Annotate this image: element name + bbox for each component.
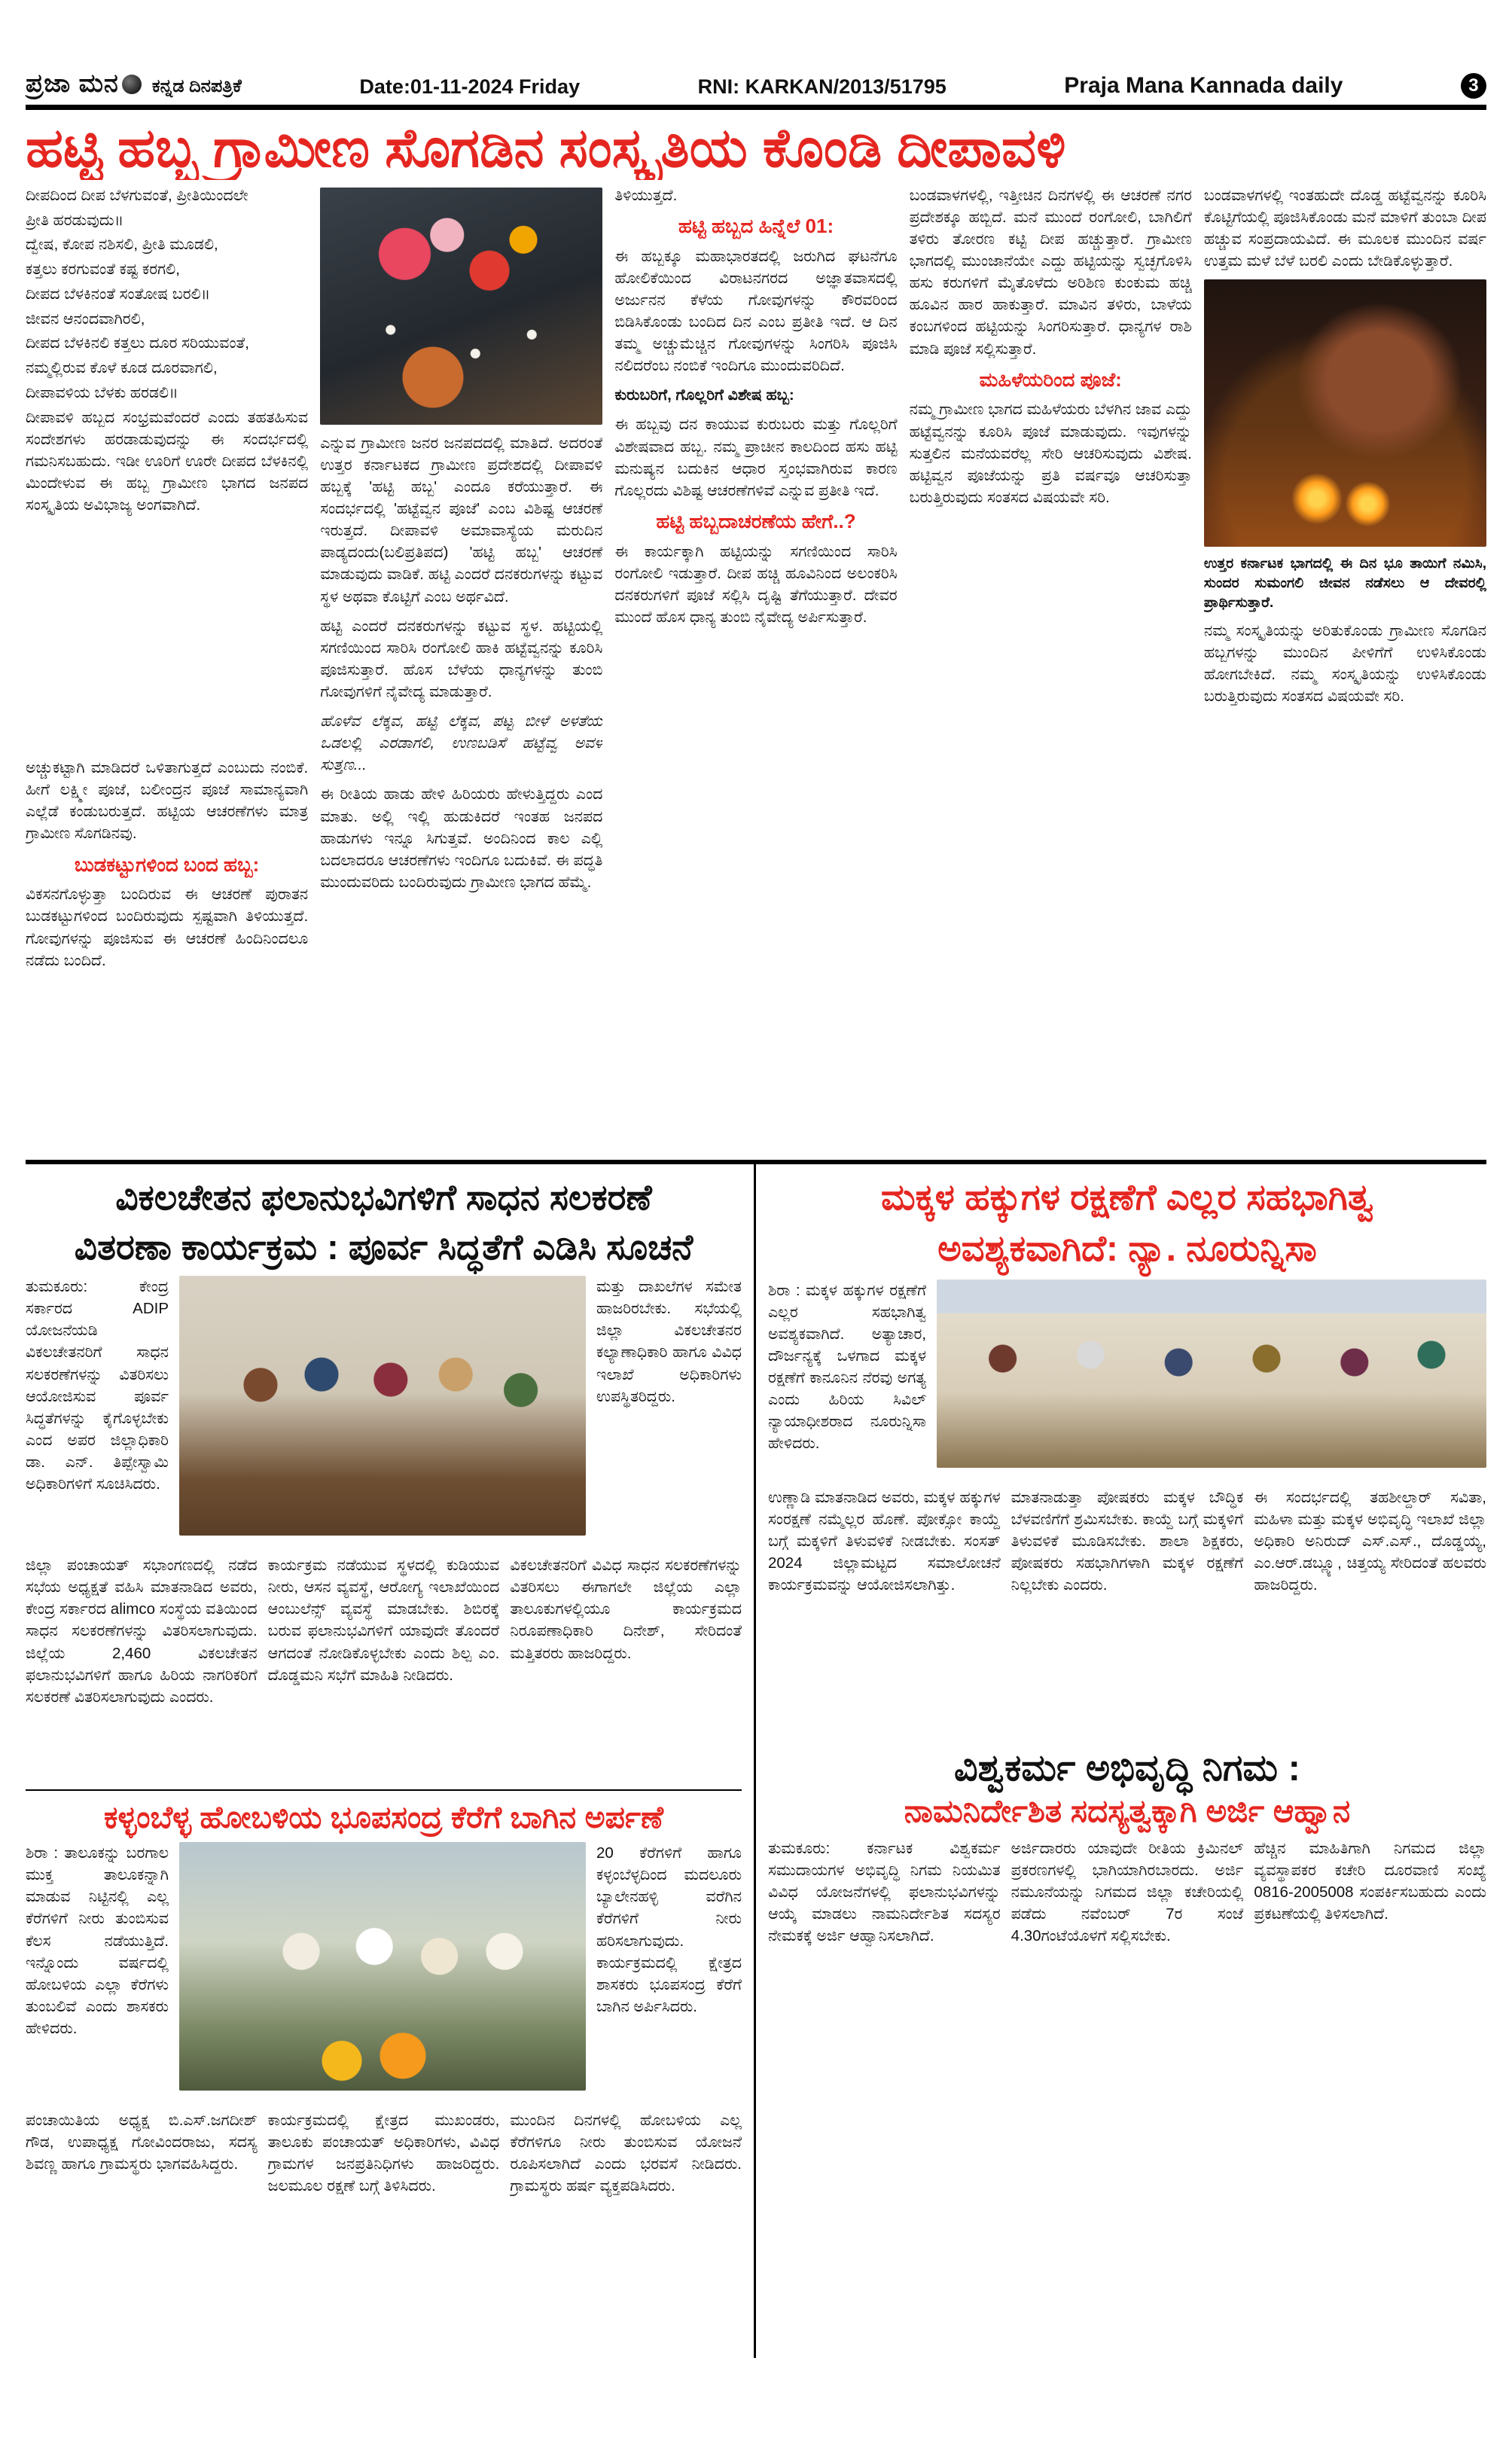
meeting-photo <box>179 1276 586 1536</box>
article-vishwakarma: ವಿಶ್ವಕರ್ಮ ಅಭಿವೃದ್ಧಿ ನಿಗಮ : ನಾಮನಿರ್ದೇಶಿತ ಸದಸ್ಯತ್ವಕ್ಕಾಗಿ ಅರ್ಜಿ ಆಹ್ವಾನ ತುಮಕೂರು: ಕರ್ನಾಟಕ ವಿಶ್ವಕರ್ಮ ಸಮುದಾಯಗಳ ಅಭಿವೃದ್ಧಿ ನಿಗಮ ನಿಯಮಿತ ವಿವಿಧ ಯೋಜನೆಗಳಲ್ಲಿ ಫಲಾನುಭವಿಗಳನ್ನು ಆಯ್ಕೆ ಮಾಡಲು ನಾಮನಿರ್ದೇಶಿತ ಸದಸ್ಯರ ನೇಮಕಕ್ಕೆ ಅರ್ಜಿ ಆಹ್ವಾನಿಸಲಾಗಿದೆ. ಅರ್ಜಿದಾರರು ಯಾವುದೇ ರೀತಿಯ ಕ್ರಿಮಿನಲ್ ಪ್ರಕರಣಗಳಲ್ಲಿ ಭಾಗಿಯಾಗಿರಬಾರದು. ಅರ್ಜಿ ನಮೂನೆಯನ್ನು ನಿಗಮದ ಜಿಲ್ಲಾ ಕಚೇರಿಯಲ್ಲಿ ಪಡೆದು ನವೆಂಬರ್ 7ರ ಸಂಜೆ 4.30ಗಂಟೆಯೊಳಗೆ ಸಲ್ಲಿಸಬೇಕು. ಹೆಚ್ಚಿನ ಮಾಹಿತಿಗಾಗಿ ನಿಗಮದ ಜಿಲ್ಲಾ ವ್ಯವಸ್ಥಾಪಕರ ಕಚೇರಿ ದೂರವಾಣಿ ಸಂಖ್ಯೆ 0816-2005008 ಸಂಪರ್ಕಿಸಬಹುದು ಎಂದು ಪ್ರಕಟಣೆಯಲ್ಲಿ ತಿಳಿಸಲಾಗಿದೆ. <box>768 1747 1486 1945</box>
masthead <box>26 69 1486 110</box>
bagina-headline: ಕಳ್ಳಂಬೆಳ್ಳ ಹೋಬಳಿಯ ಭೂಪಸಂದ್ರ ಕೆರೆಗೆ ಬಾಗಿನ ಅರ್ಪಣೆ <box>26 1789 742 1836</box>
article-bagina: ಕಳ್ಳಂಬೆಳ್ಳ ಹೋಬಳಿಯ ಭೂಪಸಂದ್ರ ಕೆರೆಗೆ ಬಾಗಿನ ಅರ್ಪಣೆ ಶಿರಾ : ತಾಲೂಕನ್ನು ಬರಗಾಲ ಮುಕ್ತ ತಾಲೂಕನ್ನಾಗಿ ಮಾಡುವ ನಿಟ್ಟಿನಲ್ಲಿ ಎಲ್ಲ ಕೆರೆಗಳಿಗೆ ನೀರು ತುಂಬಿಸುವ ಕೆಲಸ ನಡೆಯುತ್ತಿದೆ. ಇನ್ನೊಂದು ವರ್ಷದಲ್ಲಿ ಹೋಬಳಿಯ ಎಲ್ಲಾ ಕೆರೆಗಳು ತುಂಬಲಿವೆ ಎಂದು ಶಾಸಕರು ಹೇಳಿದರು. 20 ಕೆರೆಗಳಿಗೆ ಹಾಗೂ ಕಳ್ಳಂಬೆಳ್ಳದಿಂದ ಮದಲೂರು ಬ್ಯಾಲೇನಹಳ್ಳಿ ವರೆಗಿನ ಕೆರೆಗಳಿಗೆ ನೀರು ಹರಿಸಲಾಗುವುದು. ಕಾರ್ಯಕ್ರಮದಲ್ಲಿ ಕ್ಷೇತ್ರದ ಶಾಸಕರು ಭೂಪಸಂದ್ರ ಕೆರೆಗೆ ಬಾಗಿನ ಅರ್ಪಿಸಿದರು. ಪಂಚಾಯಿತಿಯ ಅಧ್ಯಕ್ಷ ಬಿ.ಎಸ್.ಜಗದೀಶ್ ಗೌಡ, ಉಪಾಧ್ಯಕ್ಷ ಗೋವಿಂದರಾಜು, ಸದಸ್ಯ ಶಿವಣ್ಣ ಹಾಗೂ ಗ್ರಾಮಸ್ಥರು ಭಾಗವಹಿಸಿದ್ದರು. ಕಾರ್ಯಕ್ರಮದಲ್ಲಿ ಕ್ಷೇತ್ರದ ಮುಖಂಡರು, ತಾಲೂಕು ಪಂಚಾಯತ್ ಅಧಿಕಾರಿಗಳು, ವಿವಿಧ ಗ್ರಾಮಗಳ ಜನಪ್ರತಿನಿಧಿಗಳು ಹಾಜರಿದ್ದರು. ಜಲಮೂಲ ರಕ್ಷಣೆ ಬಗ್ಗೆ ತಿಳಿಸಿದರು. ಮುಂದಿನ ದಿನಗಳಲ್ಲಿ ಹೋಬಳಿಯ ಎಲ್ಲ ಕೆರೆಗಳಿಗೂ ನೀರು ತುಂಬಿಸುವ ಯೋಜನೆ ರೂಪಿಸಲಾಗಿದೆ ಎಂದು ಭರವಸೆ ನೀಡಿದರು. ಗ್ರಾಮಸ್ಥರು ಹರ್ಷ ವ್ಯಕ್ತಪಡಿಸಿದರು. <box>26 1789 742 2358</box>
paper-logo-subtitle: ಕನ್ನಡ ದಿನಪತ್ರಿಕೆ <box>151 76 242 96</box>
paper-name-english: Praja Mana Kannada daily <box>1064 73 1343 98</box>
lead-photo-flowers <box>320 188 602 425</box>
subhead-acharane: ಹಟ್ಟಿ ಹಬ್ಬದಾಚರಣೆಯ ಹೇಗೆ..? <box>656 509 856 532</box>
lead-photo-diya-lady <box>1204 279 1486 547</box>
leadin-kuruba: ಕುರುಬರಿಗೆ, ಗೊಲ್ಲರಿಗೆ ವಿಶೇಷ ಹಬ್ಬ: <box>614 386 794 404</box>
rni-number: RNI: KARKAN/2013/51795 <box>697 75 947 98</box>
article-makkala-hakku: ಮಕ್ಕಳ ಹಕ್ಕುಗಳ ರಕ್ಷಣೆಗೆ ಎಲ್ಲರ ಸಹಭಾಗಿತ್ವ ಅವಶ್ಯಕವಾಗಿದೆ: ನ್ಯಾ. ನೂರುನ್ನಿಸಾ ಶಿರಾ : ಮಕ್ಕಳ ಹಕ್ಕುಗಳ ರಕ್ಷಣೆಗೆ ಎಲ್ಲರ ಸಹಭಾಗಿತ್ವ ಅವಶ್ಯಕವಾಗಿದೆ. ಅತ್ಯಾಚಾರ, ದೌರ್ಜನ್ಯಕ್ಕೆ ಒಳಗಾದ ಮಕ್ಕಳ ರಕ್ಷಣೆಗೆ ಕಾನೂನಿನ ನೆರವು ಅಗತ್ಯ ಎಂದು ಹಿರಿಯ ಸಿವಿಲ್ ನ್ಯಾಯಾಧೀಶರಾದ ನೂರುನ್ನಿಸಾ ಹೇಳಿದರು. ಉಣ್ಣಾಡಿ ಮಾತನಾಡಿದ ಅವರು, ಮಕ್ಕಳ ಹಕ್ಕುಗಳ ಸಂರಕ್ಷಣೆ ನಮ್ಮೆಲ್ಲರ ಹೊಣೆ. ಪೋಕ್ಸೋ ಕಾಯ್ದೆ ಬಗ್ಗೆ ಮಕ್ಕಳಿಗೆ ತಿಳುವಳಿಕೆ ನೀಡಬೇಕು. ಸಂಸತ್ 2024 ಜಿಲ್ಲಾಮಟ್ಟದ ಸಮಾಲೋಚನೆ ಕಾರ್ಯಕ್ರಮವನ್ನು ಆಯೋಜಿಸಲಾಗಿತ್ತು. ಮಾತನಾಡುತ್ತಾ ಪೋಷಕರು ಮಕ್ಕಳ ಬೌದ್ಧಿಕ ಬೆಳವಣಿಗೆಗೆ ಶ್ರಮಿಸಬೇಕು. ಕಾಯ್ದೆ ಬಗ್ಗೆ ಮಕ್ಕಳಿಗೆ ತಿಳುವಳಿಕೆ ಮೂಡಿಸಬೇಕು. ಶಾಲಾ ಶಿಕ್ಷಕರು, ಪೋಷಕರು ಸಹಭಾಗಿಗಳಾಗಿ ಮಕ್ಕಳ ರಕ್ಷಣೆಗೆ ನಿಲ್ಲಬೇಕು ಎಂದರು. ಈ ಸಂದರ್ಭದಲ್ಲಿ ತಹಶೀಲ್ದಾರ್ ಸವಿತಾ, ಮಹಿಳಾ ಮತ್ತು ಮಕ್ಕಳ ಅಭಿವೃದ್ಧಿ ಇಲಾಖೆ ಜಿಲ್ಲಾ ಅಧಿಕಾರಿ ಅನಿರುದ್ ಎಸ್.ಎಸ್., ದೊಡ್ಡಯ್ಯ, ಎಂ.ಆರ್.ಡಬ್ಲ್ಯೂ, ಚಿತ್ತಯ್ಯ ಸೇರಿದಂತೆ ಹಲವರು ಹಾಜರಿದ್ದರು. <box>768 1175 1486 1735</box>
logo-emblem-icon <box>122 75 142 94</box>
vishwakarma-headline-black: ವಿಶ್ವಕರ್ಮ ಅಭಿವೃದ್ಧಿ ನಿಗಮ : <box>954 1747 1300 1789</box>
lead-column-5: ಬಂಡವಾಳಗಳಲ್ಲಿ ಇಂತಹುದೇ ದೊಡ್ಡ ಹಟ್ಟೆವ್ವನನ್ನು ಕೂರಿಸಿ ಕೊಟ್ಟಿಗೆಯಲ್ಲಿ ಪೂಜಿಸಿಕೊಂಡು ಮನೆ ಮಾಳಿಗೆ ತುಂಬಾ ದೀಪ ಹಚ್ಚುವ ಸಂಪ್ರದಾಯವಿದೆ. ಈ ಮೂಲಕ ಮುಂದಿನ ವರ್ಷ ಉತ್ತಮ ಮಳೆ ಬೆಳೆ ಬರಲಿ ಎಂದು ಬೇಡಿಕೊಳ್ಳುತ್ತಾರೆ. ಉತ್ತರ ಕರ್ನಾಟಕ ಭಾಗದಲ್ಲಿ ಈ ದಿನ ಭೂ ತಾಯಿಗೆ ನಮಿಸಿ, ಸುಂದರ ಸುಮಂಗಲಿ ಜೀವನ ನಡೆಸಲು ಆ ದೇವರಲ್ಲಿ ಪ್ರಾರ್ಥಿಸುತ್ತಾರೆ. ನಮ್ಮ ಸಂಸ್ಕೃತಿಯನ್ನು ಅರಿತುಕೊಂಡು ಗ್ರಾಮೀಣ ಸೊಗಡಿನ ಹಬ್ಬಗಳನ್ನು ಮುಂದಿನ ಪೀಳಿಗೆಗೆ ಉಳಿಸಿಕೊಂಡು ಹೋಗಬೇಕಿದೆ. ನಮ್ಮ ಸಂಸ್ಕೃತಿಯನ್ನು ಉಳಿಸಿಕೊಂಡು ಬರುತ್ತಿರುವುದು ಸಂತಸದ ವಿಷಯವೇ ಸರಿ. <box>1203 186 1486 706</box>
lead-photo-diyas <box>26 523 308 749</box>
lead-headline: ಹಟ್ಟಿ ಹಬ್ಬ ಗ್ರಾಮೀಣ ಸೊಗಡಿನ ಸಂಸ್ಕೃತಿಯ ಕೊಂಡಿ ದೀಪಾವಳಿ <box>26 118 1066 178</box>
logo-text: ಪ್ರಜಾ ಮನ <box>26 69 119 98</box>
lead-column-4: ಬಂಡವಾಳಗಳಲ್ಲಿ, ಇತ್ತೀಚಿನ ದಿನಗಳಲ್ಲಿ ಈ ಆಚರಣೆ ನಗರ ಪ್ರದೇಶಕ್ಕೂ ಹಬ್ಬಿದೆ. ಮನೆ ಮುಂದೆ ರಂಗೋಲಿ, ಬಾಗಿಲಿಗೆ ತಳಿರು ತೋರಣ ಕಟ್ಟಿ ದೀಪ ಹಚ್ಚುತ್ತಾರೆ. ಗ್ರಾಮೀಣ ಭಾಗದಲ್ಲಿ ಮುಂಜಾನೆಯೇ ಎದ್ದು ಹಟ್ಟಿಯನ್ನು ಸ್ವಚ್ಛಗೊಳಿಸಿ ಹಸು ಕರುಗಳಿಗೆ ಮೈತೊಳೆದು ಅರಿಶಿಣ ಕುಂಕುಮ ಹಚ್ಚಿ ಹೂವಿನ ಹಾರ ಹಾಕುತ್ತಾರೆ. ಮಾವಿನ ತಳಿರು, ಬಾಳೆಯ ಕಂಬಗಳಿಂದ ಹಟ್ಟಿಯನ್ನು ಸಿಂಗರಿಸುತ್ತಾರೆ. ಧಾನ್ಯಗಳ ರಾಶಿ ಮಾಡಿ ಪೂಜೆ ಸಲ್ಲಿಸುತ್ತಾರೆ. ಮಹಿಳೆಯರಿಂದ ಪೂಜೆ: ನಮ್ಮ ಗ್ರಾಮೀಣ ಭಾಗದ ಮಹಿಳೆಯರು ಬೆಳಗಿನ ಜಾವ ಎದ್ದು ಹಟ್ಟೆವ್ವನನ್ನು ಕೂರಿಸಿ ಪೂಜೆ ಮಾಡುವುದು. ಇವುಗಳನ್ನು ಸುತ್ತಲಿನ ಮನೆಯವರೆಲ್ಲ ಸೇರಿ ಆಚರಿಸುವುದು ವಿಶೇಷ. ಹಟ್ಟಿವ್ವನ ಪೂಜೆಯನ್ನು ಪ್ರತಿ ವರ್ಷವೂ ಆಚರಿಸುತ್ತಾ ಬರುತ್ತಿರುವುದು ಸಂತಸದ ವಿಷಯವೇ ಸರಿ. <box>909 186 1192 506</box>
bagina-photo <box>179 1842 586 2091</box>
lead-article <box>26 185 1486 1160</box>
subhead-hinnele: ಹಟ್ಟಿ ಹಬ್ಬದ ಹಿನ್ನೆಲೆ 01: <box>678 214 834 237</box>
paper-logo <box>26 69 142 99</box>
vishwakarma-headline-red: ನಾಮನಿರ್ದೇಶಿತ ಸದಸ್ಯತ್ವಕ್ಕಾಗಿ ಅರ್ಜಿ ಆಹ್ವಾನ <box>904 1792 1351 1829</box>
vikalachetana-headline-2: ವಿತರಣಾ ಕಾರ್ಯಕ್ರಮ : ಪೂರ್ವ ಸಿದ್ಧತೆಗೆ ಎಡಿಸಿ ಸೂಚನೆ <box>74 1226 694 1267</box>
group-photo <box>937 1280 1486 1468</box>
makkala-headline-2: ಅವಶ್ಯಕವಾಗಿದೆ: ನ್ಯಾ. ನೂರುನ್ನಿಸಾ <box>937 1229 1317 1270</box>
lower-right-half <box>756 1164 1486 2358</box>
lead-column-2: ಎನ್ನುವ ಗ್ರಾಮೀಣ ಜನರ ಜನಪದದಲ್ಲಿ ಮಾತಿದೆ. ಅದರಂತೆ ಉತ್ತರ ಕರ್ನಾಟಕದ ಗ್ರಾಮೀಣ ಪ್ರದೇಶದಲ್ಲಿ ದೀಪಾವಳಿ ಹಬ್ಬಕ್ಕೆ 'ಹಟ್ಟಿ ಹಬ್ಬ' ಎಂದೂ ಕರೆಯುತ್ತಾರೆ. ಈ ಸಂದರ್ಭದಲ್ಲಿ 'ಹಟ್ಟೆವ್ವನ ಪೂಜೆ' ಎಂಬ ವಿಶಿಷ್ಟ ಆಚರಣೆ ಇರುತ್ತದೆ. ದೀಪಾವಳಿ ಅಮಾವಾಸ್ಯೆಯ ಮರುದಿನ ಪಾಡ್ಯದಂದು(ಬಲಿಪ್ರತಿಪದ) 'ಹಟ್ಟಿ ಹಬ್ಬ' ಆಚರಣೆ ಮಾಡುವುದು ವಾಡಿಕೆ. ಹಟ್ಟಿ ಎಂದರೆ ದನಕರುಗಳನ್ನು ಕಟ್ಟುವ ಸ್ಥಳ ಅಥವಾ ಕೊಟ್ಟಿಗೆ ಎಂಬ ಅರ್ಥವಿದೆ. ಹಟ್ಟಿ ಎಂದರೆ ದನಕರುಗಳನ್ನು ಕಟ್ಟುವ ಸ್ಥಳ. ಹಟ್ಟಿಯಲ್ಲಿ ಸಗಣಿಯಿಂದ ಸಾರಿಸಿ ರಂಗೋಲಿ ಹಾಕಿ ಹಟ್ಟೆವ್ವನನ್ನು ಕೂರಿಸಿ ಪೂಜಿಸುತ್ತಾರೆ. ಹೊಸ ಬೆಳೆಯ ಧಾನ್ಯಗಳನ್ನು ತುಂಬಿ ಗೋವುಗಳಿಗೆ ನೈವೇದ್ಯ ಮಾಡುತ್ತಾರೆ. ಹೊಳೆವ ಲೆಕ್ಕವ, ಹಟ್ಟಿ ಲೆಕ್ಕವ, ಪಟ್ಟ ಬೀಳೆ ಅಳತೆಯ ಒಡಲಲ್ಲಿ ಎರಡಾಗಲಿ, ಉಣಬಡಿಸೆ ಹಟ್ಟೆವ್ವ ಅವಳ ಸುತ್ತಣ... ಈ ರೀತಿಯ ಹಾಡು ಹೇಳಿ ಹಿರಿಯರು ಹೇಳುತ್ತಿದ್ದರು ಎಂದ ಮಾತು. ಅಲ್ಲಿ ಇಲ್ಲಿ ಹುಡುಕಿದರೆ ಇಂತಹ ಜನಪದ ಹಾಡುಗಳು ಇನ್ನೂ ಸಿಗುತ್ತವೆ. ಅಂದಿನಿಂದ ಕಾಲ ಎಲ್ಲಿ ಬದಲಾದರೂ ಆಚರಣೆಗಳು ಇಂದಿಗೂ ಬದುಕಿವೆ. ಈ ಪದ್ಧತಿ ಮುಂದುವರಿದು ಬಂದಿರುವುದು ಗ್ರಾಮೀಣ ಭಾಗದ ಹೆಮ್ಮೆ. <box>320 185 602 1160</box>
photo-caption: ಉತ್ತರ ಕರ್ನಾಟಕ ಭಾಗದಲ್ಲಿ ಈ ದಿನ ಭೂ ತಾಯಿಗೆ ನಮಿಸಿ, ಸುಂದರ ಸುಮಂಗಲಿ ಜೀವನ ನಡೆಸಲು ಆ ದೇವರಲ್ಲಿ ಪ್ರಾರ್ಥಿಸುತ್ತಾರೆ. <box>1203 556 1486 611</box>
subhead-mahileyarinda: ಮಹಿಳೆಯರಿಂದ ಪೂಜೆ: <box>979 368 1122 391</box>
edition-date: Date:01-11-2024 Friday <box>359 75 581 98</box>
diwali-poem: ದೀಪದಿಂದ ದೀಪ ಬೆಳಗುವಂತೆ, ಪ್ರೀತಿಯಿಂದಲೇ ಪ್ರೀತಿ ಹರಡುವುದು॥ ದ್ವೇಷ, ಕೋಪ ನಶಿಸಲಿ, ಪ್ರೀತಿ ಮೂಡಲಿ, ಕತ್ತಲು ಕರಗುವಂತೆ ಕಷ್ಟ ಕರಗಲಿ, ದೀಪದ ಬೆಳಕಿನಂತೆ ಸಂತೋಷ ಬರಲಿ॥ ಜೀವನ ಆನಂದವಾಗಿರಲಿ, ದೀಪದ ಬೆಳಕಿನಲಿ ಕತ್ತಲು ದೂರ ಸರಿಯುವಂತೆ, ನಮ್ಮಲ್ಲಿರುವ ಕೊಳೆ ಕೂಡ ದೂರವಾಗಲಿ, ದೀಪಾವಳಿಯ ಬೆಳಕು ಹರಡಲಿ॥ <box>26 186 249 401</box>
lower-left-half <box>26 1164 756 2358</box>
makkala-headline-1: ಮಕ್ಕಳ ಹಕ್ಕುಗಳ ರಕ್ಷಣೆಗೆ ಎಲ್ಲರ ಸಹಭಾಗಿತ್ವ <box>881 1177 1373 1218</box>
lead-column-3: ತಿಳಿಯುತ್ತದೆ. ಹಟ್ಟಿ ಹಬ್ಬದ ಹಿನ್ನೆಲೆ 01: ಈ ಹಬ್ಬಕ್ಕೂ ಮಹಾಭಾರತದಲ್ಲಿ ಜರುಗಿದ ಘಟನೆಗೂ ಹೋಲಿಕೆಯಿಂದ ವಿರಾಟನಗರದ ಅಜ್ಞಾತವಾಸದಲ್ಲಿ ಅರ್ಜುನನ ಕೆಳೆಯ ಗೋವುಗಳನ್ನು ಕೌರವರಿಂದ ಬಿಡಿಸಿಕೊಂಡು ಬಂದಿದ ದಿನ ಎಂಬ ಪ್ರತೀತಿ ಇದೆ. ಆ ದಿನ ತಮ್ಮ ಅಚ್ಚುಮೆಚ್ಚಿನ ಗೋವುಗಳನ್ನು ಸಿಂಗರಿಸಿ ಪೂಜಿಸಿ ನಲಿದರೆಂಬ ನಂಬಿಕೆ ಇಂದಿಗೂ ಮುಂದುವರಿದಿದೆ. ಕುರುಬರಿಗೆ, ಗೊಲ್ಲರಿಗೆ ವಿಶೇಷ ಹಬ್ಬ: ಈ ಹಬ್ಬವು ದನ ಕಾಯುವ ಕುರುಬರು ಮತ್ತು ಗೊಲ್ಲರಿಗೆ ವಿಶೇಷವಾದ ಹಬ್ಬ. ನಮ್ಮ ಪ್ರಾಚೀನ ಕಾಲದಿಂದ ಹಸು ಹಟ್ಟಿ ಮನುಷ್ಯನ ಬದುಕಿನ ಆಧಾರ ಸ್ತಂಭವಾಗಿರುವ ಕಾರಣ ಗೊಲ್ಲರದು ವಿಶಿಷ್ಟ ಆಚರಣೆಗಳಿವೆ ಎನ್ನುವ ಪ್ರತೀತಿ ಇದೆ. ಹಟ್ಟಿ ಹಬ್ಬದಾಚರಣೆಯ ಹೇಗೆ..? ಈ ಕಾರ್ಯಕ್ಕಾಗಿ ಹಟ್ಟಿಯನ್ನು ಸಗಣಿಯಿಂದ ಸಾರಿಸಿ ರಂಗೋಲಿ ಇಡುತ್ತಾರೆ. ದೀಪ ಹಚ್ಚಿ ಹೂವಿನಿಂದ ಅಲಂಕರಿಸಿ ದನಕರುಗಳಿಗೆ ಪೂಜೆ ಸಲ್ಲಿಸಿ ದೃಷ್ಟಿ ತೆಗೆಯುತ್ತಾರೆ. ದೇವರ ಮುಂದೆ ಹೊಸ ಧಾನ್ಯ ತುಂಬಿ ನೈವೇದ್ಯ ಅರ್ಪಿಸುತ್ತಾರೆ. <box>614 186 898 627</box>
page-number-badge: 3 <box>1461 73 1486 99</box>
vikalachetana-headline-1: ವಿಕಲಚೇತನ ಫಲಾನುಭವಿಗಳಿಗೆ ಸಾಧನ ಸಲಕರಣೆ <box>115 1176 652 1217</box>
lower-section <box>26 1160 1486 2358</box>
subhead-budakattu: ಬುಡಕಟ್ಟುಗಳಿಂದ ಬಂದ ಹಬ್ಬ: <box>74 852 260 876</box>
folk-verse: ಹೊಳೆವ ಲೆಕ್ಕವ, ಹಟ್ಟಿ ಲೆಕ್ಕವ, ಪಟ್ಟ ಬೀಳೆ ಅಳತೆಯ ಒಡಲಲ್ಲಿ ಎರಡಾಗಲಿ, ಉಣಬಡಿಸೆ ಹಟ್ಟೆವ್ವ ಅವಳ ಸುತ್ತಣ... <box>320 712 603 774</box>
article-vikalachetana: ವಿಕಲಚೇತನ ಫಲಾನುಭವಿಗಳಿಗೆ ಸಾಧನ ಸಲಕರಣೆ ವಿತರಣಾ ಕಾರ್ಯಕ್ರಮ : ಪೂರ್ವ ಸಿದ್ಧತೆಗೆ ಎಡಿಸಿ ಸೂಚನೆ ತುಮಕೂರು: ಕೇಂದ್ರ ಸರ್ಕಾರದ ADIP ಯೋಜನೆಯಡಿ ವಿಕಲಚೇತನರಿಗೆ ಸಾಧನ ಸಲಕರಣೆಗಳನ್ನು ವಿತರಿಸಲು ಆಯೋಜಿಸುವ ಪೂರ್ವ ಸಿದ್ಧತೆಗಳನ್ನು ಕೈಗೊಳ್ಳಬೇಕು ಎಂದ ಅಪರ ಜಿಲ್ಲಾಧಿಕಾರಿ ಡಾ. ಎನ್. ತಿಪ್ಪೇಸ್ವಾಮಿ ಅಧಿಕಾರಿಗಳಿಗೆ ಸೂಚಿಸಿದರು. ಮತ್ತು ದಾಖಲೆಗಳ ಸಮೇತ ಹಾಜರಿರಬೇಕು. ಸಭೆಯಲ್ಲಿ ಜಿಲ್ಲಾ ವಿಕಲಚೇತನರ ಕಲ್ಯಾಣಾಧಿಕಾರಿ ಹಾಗೂ ವಿವಿಧ ಇಲಾಖೆ ಅಧಿಕಾರಿಗಳು ಉಪಸ್ಥಿತರಿದ್ದರು. ಜಿಲ್ಲಾ ಪಂಚಾಯತ್ ಸಭಾಂಗಣದಲ್ಲಿ ನಡೆದ ಸಭೆಯ ಅಧ್ಯಕ್ಷತೆ ವಹಿಸಿ ಮಾತನಾಡಿದ ಅವರು, ಕೇಂದ್ರ ಸರ್ಕಾರದ alimco ಸಂಸ್ಥೆಯ ವತಿಯಿಂದ ಸಾಧನ ಸಲಕರಣೆಗಳನ್ನು ವಿತರಿಸಲಾಗುವುದು. ಜಿಲ್ಲೆಯ 2,460 ವಿಕಲಚೇತನ ಫಲಾನುಭವಿಗಳಿಗೆ ಹಾಗೂ ಹಿರಿಯ ನಾಗರಿಕರಿಗೆ ಸಲಕರಣೆ ವಿತರಿಸಲಾಗುವುದು ಎಂದರು. ಕಾರ್ಯಕ್ರಮ ನಡೆಯುವ ಸ್ಥಳದಲ್ಲಿ ಕುಡಿಯುವ ನೀರು, ಆಸನ ವ್ಯವಸ್ಥೆ, ಆರೋಗ್ಯ ಇಲಾಖೆಯಿಂದ ಆಂಬುಲೆನ್ಸ್ ವ್ಯವಸ್ಥೆ ಮಾಡಬೇಕು. ಶಿಬಿರಕ್ಕೆ ಬರುವ ಫಲಾನುಭವಿಗಳಿಗೆ ಯಾವುದೇ ತೊಂದರೆ ಆಗದಂತೆ ನೋಡಿಕೊಳ್ಳಬೇಕು ಎಂದು ಶಿಲ್ಪ ಎಂ. ದೊಡ್ಡಮನಿ ಸಭೆಗೆ ಮಾಹಿತಿ ನೀಡಿದರು. ವಿಕಲಚೇತನರಿಗೆ ವಿವಿಧ ಸಾಧನ ಸಲಕರಣೆಗಳನ್ನು ವಿತರಿಸಲು ಈಗಾಗಲೇ ಜಿಲ್ಲೆಯ ಎಲ್ಲಾ ತಾಲೂಕುಗಳಲ್ಲಿಯೂ ಕಾರ್ಯಕ್ರಮದ ನಿರೂಪಣಾಧಿಕಾರಿ ದಿನೇಶ್, ಸೇರಿದಂತೆ ಮತ್ತಿತರರು ಹಾಜರಿದ್ದರು. <box>26 1175 742 1780</box>
lead-column-1: ದೀಪದಿಂದ ದೀಪ ಬೆಳಗುವಂತೆ, ಪ್ರೀತಿಯಿಂದಲೇ ಪ್ರೀತಿ ಹರಡುವುದು॥ ದ್ವೇಷ, ಕೋಪ ನಶಿಸಲಿ, ಪ್ರೀತಿ ಮೂಡಲಿ, ಕತ್ತಲು ಕರಗುವಂತೆ ಕಷ್ಟ ಕರಗಲಿ, ದೀಪದ ಬೆಳಕಿನಂತೆ ಸಂತೋಷ ಬರಲಿ॥ ಜೀವನ ಆನಂದವಾಗಿರಲಿ, ದೀಪದ ಬೆಳಕಿನಲಿ ಕತ್ತಲು ದೂರ ಸರಿಯುವಂತೆ, ನಮ್ಮಲ್ಲಿರುವ ಕೊಳೆ ಕೂಡ ದೂರವಾಗಲಿ, ದೀಪಾವಳಿಯ ಬೆಳಕು ಹರಡಲಿ॥ ದೀಪಾವಳಿ ಹಬ್ಬದ ಸಂಭ್ರಮವೆಂದರೆ ಎಂದು ತಹತಹಿಸುವ ಸಂದೇಶಗಳು ಹರಡಾಡುವುದನ್ನು ಈ ಸಂದರ್ಭದಲ್ಲಿ ಗಮನಿಸಬಹುದು. ಇಡೀ ಊರಿಗೆ ಊರೇ ದೀಪದ ಬೆಳಕಿನಲ್ಲಿ ಮಿಂದೇಳುವ ಈ ಹಬ್ಬ ಗ್ರಾಮೀಣ ಭಾಗದ ಜನಪದ ಸಂಸ್ಕೃತಿಯ ಅವಿಭಾಜ್ಯ ಅಂಗವಾಗಿದೆ. ಅಚ್ಚುಕಟ್ಟಾಗಿ ಮಾಡಿದರೆ ಒಳಿತಾಗುತ್ತದೆ ಎಂಬುದು ನಂಬಿಕೆ. ಹೀಗೆ ಲಕ್ಷ್ಮೀ ಪೂಜೆ, ಬಲೀಂದ್ರನ ಪೂಜೆ ಸಾಮಾನ್ಯವಾಗಿ ಎಲ್ಲೆಡೆ ಕಂಡುಬರುತ್ತದೆ. ಹಟ್ಟಿಯ ಆಚರಣೆಗಳು ಮಾತ್ರ ಗ್ರಾಮೀಣ ಸೊಗಡಿನವು. ಬುಡಕಟ್ಟುಗಳಿಂದ ಬಂದ ಹಬ್ಬ: ವಿಕಸನಗೊಳ್ಳುತ್ತಾ ಬಂದಿರುವ ಈ ಆಚರಣೆ ಪುರಾತನ ಬುಡಕಟ್ಟುಗಳಿಂದ ಬಂದಿರುವುದು ಸ್ಪಷ್ಟವಾಗಿ ತಿಳಿಯುತ್ತದೆ. ಗೋವುಗಳನ್ನು ಪೂಜಿಸುವ ಈ ಆಚರಣೆ ಹಿಂದಿನಿಂದಲೂ ನಡೆದು ಬಂದಿದೆ. <box>26 185 308 1160</box>
